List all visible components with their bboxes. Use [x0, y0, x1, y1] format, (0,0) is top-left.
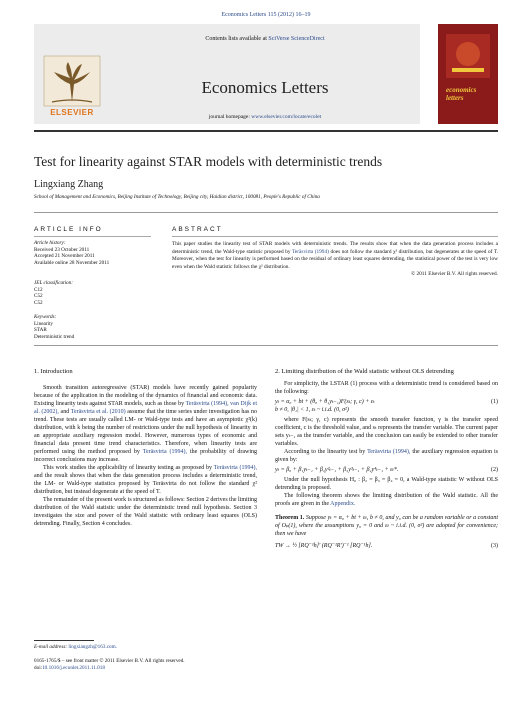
author-affiliation: School of Management and Economics, Beijing Institute of Technology, Beijing city, Haidian district, 100081, People's Republic of China: [34, 194, 320, 200]
equation-1: [275, 398, 498, 406]
abstract-body: does not follow the standard χ² distribution, but degenerates at the speed of T. Moreover, when the test for linearity is performed based on the residual of ordinary least squares detrending, the statistical power of the test is very low even when the Wald statistic follows the χ² distribution.: [172, 248, 499, 270]
homepage-prefix: journal homepage:: [208, 114, 250, 120]
equation: TW → ½ [RQ⁻¹h]′ (RQ⁻¹R′)⁻¹ [RQ⁻¹h].: [275, 543, 373, 549]
abstract-heading: ABSTRACT: [172, 226, 223, 233]
equation: b ≠ 0, |θ₁| < 1, εₜ ~ i.i.d. (0, σ²): [275, 407, 349, 413]
equation-3: [275, 542, 498, 550]
journal-title: Economics Letters: [201, 78, 329, 97]
citation-link[interactable]: Teräsvirta (1994),: [142, 449, 188, 455]
history-label: Article history:: [34, 240, 66, 246]
section-heading: 1. Introduction: [34, 368, 73, 375]
appendix-link[interactable]: Appendix.: [330, 501, 356, 507]
introduction-section: [34, 368, 257, 528]
equation-number: (2): [491, 467, 498, 473]
equation-1b: [275, 406, 498, 414]
divider: [172, 236, 498, 237]
jel-code: C52: [34, 293, 43, 300]
footnote-rule: [34, 640, 94, 641]
email-label: E-mail address:: [34, 644, 68, 650]
theorem-text: Suppose yₜ = α₀ + bt + εₜ, b ≠ 0, and y₀ can be a random variable or a constant of Oₚ(1), where the assumptions y₀ = 0 and εₜ ~ i.i.d. (0, σ²) are adopted for convenience; then we have: [275, 515, 499, 537]
cover-art-icon: [444, 32, 492, 80]
divider: [34, 345, 498, 346]
journal-reference[interactable]: Economics Letters 115 (2012) 16–19: [221, 12, 311, 18]
cover-title: economics letters: [446, 86, 477, 102]
section-2: [275, 368, 498, 550]
keywords-label: Keywords:: [34, 314, 57, 320]
doi-link[interactable]: 10.1016/j.econlet.2011.11.018: [42, 665, 105, 671]
paragraph: [275, 448, 498, 464]
divider: [34, 236, 151, 237]
article-history: [34, 240, 159, 266]
text: the probability of drawing incorrect conclusions may increase.: [34, 449, 257, 463]
text: and the result shows that when the data generation process includes a deterministic trend, the LM- or Wald-type statistics proposed by Teräsvirta do not follow the standard χ² distribution, but instead degenerate at the speed of T.: [34, 473, 257, 495]
theorem-1: [275, 514, 498, 538]
contents-prefix: Contents lists available at: [205, 36, 267, 42]
issn-line: 0165-1765/$ – see front matter © 2011 Elsevier B.V. All rights reserved.: [34, 658, 185, 664]
equation-number: (3): [491, 543, 498, 549]
citation-link[interactable]: Teräsvirta et al. (2010): [70, 409, 126, 415]
equation: yₜ = β₀ + β₁yₜ₋₁ + β₂y²ₜ₋₁ + β₃y³ₜ₋₁ + β₄y⁴ₜ₋₁ + εₜ*.: [275, 467, 399, 473]
paragraph: For simplicity, the LSTAR (1) process with a deterministic trend is considered based on the following:: [275, 381, 498, 395]
text: and: [60, 409, 70, 415]
received-date: Received 23 October 2011: [34, 246, 90, 253]
citation-link[interactable]: Teräsvirta (1994): [292, 248, 329, 255]
equation-2: [275, 466, 498, 474]
author-email-footnote: [34, 644, 117, 650]
email-link[interactable]: lingxiangzh@163.com.: [68, 644, 117, 650]
text: This work studies the applicability of linearity testing as proposed by: [43, 465, 213, 471]
issn-doi: [34, 658, 185, 672]
equation-number: (1): [491, 399, 498, 405]
text: the auxiliary regression equation is given by:: [275, 449, 498, 463]
paragraph: [34, 384, 257, 464]
abstract-body: This paper studies the linearity test of STAR models with deterministic trends. The results show that when the data generation process includes a deterministic trend, the Wald-type statistic proposed by: [172, 241, 498, 255]
author-name: Lingxiang Zhang: [34, 179, 104, 190]
abstract-text: [172, 241, 498, 279]
citation-link[interactable]: Teräsvirta (1994),: [367, 449, 411, 455]
contents-line: [110, 36, 420, 42]
theorem-label: Theorem 1.: [275, 515, 305, 521]
accepted-date: Accepted 21 November 2011: [34, 253, 95, 260]
jel-label: JEL classification:: [34, 280, 73, 286]
paper-title: Test for linearity against STAR models with deterministic trends: [34, 154, 383, 169]
journal-homepage: [110, 114, 420, 120]
paragraph: Under the null hypothesis H₀ : β₂ = β₃ = β₄ = 0, a Wald-type statistic W without OLS detrending is proposed.: [275, 477, 498, 491]
paragraph: [275, 492, 498, 508]
homepage-link[interactable]: www.elsevier.com/locate/ecolet: [251, 114, 322, 120]
jel-code: C52: [34, 299, 43, 306]
publisher-name: ELSEVIER: [50, 108, 94, 117]
article-info-heading: ARTICLE INFO: [34, 226, 103, 233]
copyright-notice: © 2011 Elsevier B.V. All rights reserved.: [411, 271, 498, 277]
jel-classification: [34, 280, 159, 306]
online-date: Available online 28 November 2011: [34, 259, 110, 266]
sciencedirect-link[interactable]: SciVerse ScienceDirect: [268, 36, 325, 42]
doi-line: [34, 665, 185, 672]
keyword: Linearity: [34, 320, 54, 327]
text: assume that the time series under investigation has no trend. These tests are usually called LM- or Wald-type tests and have an asymptotic χ²(k) distribution, with k being the number of restrictions under the null hypothesis of linearity in an appropriate auxiliary regression model. However, numerous types of economic and financial data present time trend characteristics. Therefore, when linearity tests are performed using the method proposed by: [34, 409, 257, 455]
citation-link[interactable]: Teräsvirta (1994), van Dijk et al. (2002),: [34, 401, 257, 415]
text: The following theorem shows the limiting distribution of the Wald statistic. All the proofs are given in the: [275, 493, 498, 507]
jel-code: C12: [34, 286, 43, 293]
doi-prefix: doi:: [34, 665, 43, 671]
keyword: STAR: [34, 327, 47, 334]
header-rule: [34, 130, 498, 132]
citation-link[interactable]: Teräsvirta (1994),: [213, 465, 257, 471]
section-heading: 2. Limiting distribution of the Wald statistic without OLS detrending: [275, 368, 454, 375]
paragraph: where F(sₜ; γ, c) represents the smooth transfer function, γ is the transfer speed coefficient, c is the threshold value, and sₜ represents the transfer variable. The current paper sets yₜ₋₁ as the transfer variable, and the conclusion can easily be extended to other transfer variables.: [275, 417, 498, 447]
paragraph: [34, 464, 257, 496]
paragraph: The remainder of the present work is structured as follows: Section 2 derives the limiting distribution of the Wald statistic under the deterministic trend null hypothesis. Section 3 investigates the size and power of the Wald statistic with ordinary least squares (OLS) detrending. Finally, Section 4 concludes.: [34, 497, 257, 527]
keyword: Deterministic trend: [34, 333, 75, 340]
divider: [34, 212, 498, 213]
text: According to the linearity test by: [284, 449, 366, 455]
equation: yₜ = α₀ + bt + (θ₀ + θ₁yₜ₋₁)F(sₜ; γ, c) + εₜ: [275, 399, 375, 405]
text: Smooth transition autoregressive (STAR) models have recently gained popularity because of the application in the modeling of the dynamics of financial and economic data. Existing linearity tests against STAR models, such as those by: [34, 385, 257, 407]
keywords: [34, 314, 159, 340]
